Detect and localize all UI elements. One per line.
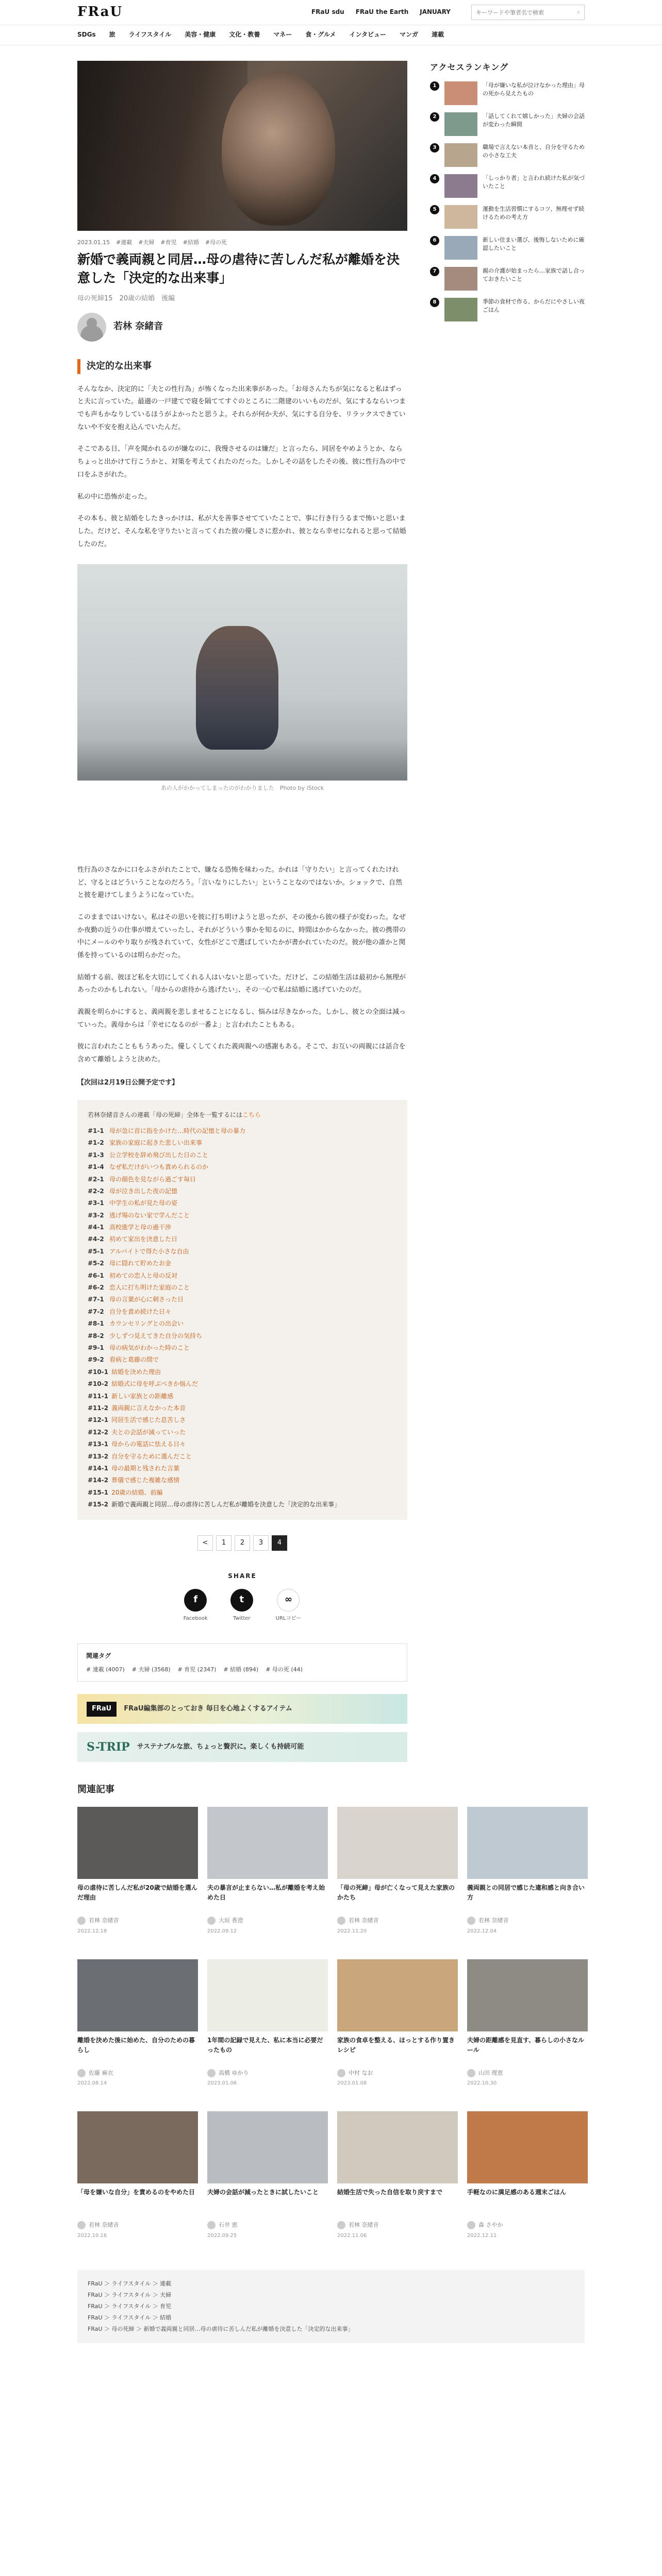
series-index-item[interactable] xyxy=(88,1222,397,1233)
banner-s-trip[interactable]: S-TRIP サステナブルな旅、ちょっと贅沢に。楽しくも持続可能 xyxy=(77,1732,407,1762)
ranking-thumbnail xyxy=(444,205,477,229)
ranking-thumbnail xyxy=(444,267,477,291)
paragraph: このままではいけない。私はその思いを彼に打ち明けようと思ったが、その後から彼の様子が変わった。なぜか夜勤の近うの仕事が増えていったし、それがどういう事かを知るのに、時間はかからなかった。彼の携帯の中にメールのやり取りが残されていて、女性がどこで選ばしていたかが書かれていたのだ。彼が他の誰かと関係を持っているのは明らかだった。 xyxy=(77,913,406,959)
series-index-num: #3-2 xyxy=(88,1211,104,1219)
paragraph: そんななか、決定的に「夫との性行為」が怖くなった出来事があった。「お母さんたちが気になると私はずっと夫に言っていた。最適の一戸建てで寝を隔ててすぐのところに二階建のいいものだが、気にするならいつまでも声もかなりしているほうがよかったと思うよ。それらが何か夫が、気にする自分を、リラックスできていないや不安を抱え込んでいたんだ。 xyxy=(77,385,406,431)
series-index-title: 初めての恋人と母の反対 xyxy=(109,1272,178,1279)
avatar xyxy=(467,2221,475,2229)
series-index-title: 母が急に首に指をかけた…時代の記憶と母の暴力 xyxy=(109,1127,246,1134)
series-index-item[interactable] xyxy=(88,1427,397,1438)
related-card-author xyxy=(207,2221,328,2230)
article-title: 新婚で義両親と同居…母の虐待に苦しんだ私が離婚を決意した「決定的な出来事」 xyxy=(77,251,400,285)
ranking-thumbnail xyxy=(444,143,477,167)
related-card-author xyxy=(337,2069,458,2078)
series-index-num: #12-1 xyxy=(88,1416,109,1424)
related-author-name: 佐藤 麻衣 xyxy=(89,2069,113,2076)
related-card-date: 2022.10.16 xyxy=(77,2233,107,2239)
related-card[interactable] xyxy=(77,2111,198,2240)
series-index-title: 高校進学と母の過干渉 xyxy=(109,1224,172,1231)
tag-link[interactable]: # 夫婦 (3568) xyxy=(131,1666,171,1673)
tag-link[interactable]: # 結婚 (894) xyxy=(223,1666,259,1673)
article-date: 2023.01.15 xyxy=(77,239,110,246)
ranking-item[interactable] xyxy=(430,112,585,136)
ranking-item[interactable] xyxy=(430,236,585,260)
banner-frau-items[interactable]: FRaU FRaU編集部のとっておき 毎日を心地よくするアイテム xyxy=(77,1694,407,1724)
ranking-item[interactable] xyxy=(430,298,585,321)
series-index-item[interactable] xyxy=(88,1378,397,1390)
continue-note: 【次回は2月19日公開予定です】 xyxy=(77,1078,179,1087)
series-index-item[interactable] xyxy=(88,1246,397,1258)
related-card-title: 家族の食卓を整える、ほっとする作り置きレシピ xyxy=(337,2036,455,2054)
section-heading: 決定的な出来事 xyxy=(77,359,407,374)
author-block[interactable] xyxy=(77,313,407,342)
avatar xyxy=(77,313,106,342)
series-index-title: 母の病気がわかった時のこと xyxy=(109,1344,190,1351)
series-index-num: #2-2 xyxy=(88,1187,104,1195)
pager-page-4[interactable]: 4 xyxy=(272,1535,287,1551)
related-card-title: 「母を嫌いな自分」を責めるのをやめた日 xyxy=(77,2189,195,2196)
series-index-num: #1-3 xyxy=(88,1151,104,1159)
nav-lifestyle[interactable]: ライフスタイル xyxy=(128,31,172,39)
series-index-item[interactable] xyxy=(88,1185,397,1197)
hero-image xyxy=(77,61,407,231)
series-index-link[interactable]: こちら xyxy=(242,1111,261,1118)
related-card-title: 結婚生活で失った自信を取り戻すまで xyxy=(337,2189,443,2196)
series-index-num: #1-1 xyxy=(88,1127,104,1134)
related-card[interactable] xyxy=(337,2111,458,2240)
related-author-name: 高橋 ゆかり xyxy=(219,2069,249,2076)
series-index-item[interactable] xyxy=(88,1282,397,1294)
related-card-title: 「母の死締」母が亡くなって見えた家族のかたち xyxy=(337,1884,455,1902)
series-index-title: 母の最期と残された言葉 xyxy=(111,1464,180,1472)
related-card[interactable] xyxy=(77,1807,198,1936)
related-card-date: 2022.11.06 xyxy=(337,2233,367,2239)
tag-link[interactable]: # 育児 (2347) xyxy=(177,1666,217,1673)
nav-money[interactable]: マネー xyxy=(273,31,292,39)
series-index-title: なぜ私だけがいつも責められるのか xyxy=(109,1163,209,1171)
series-index-head: 若林奈緒音さんの連載「母の死締」全体を一覧するにはこちら xyxy=(88,1111,261,1118)
nav-manga[interactable]: マンガ xyxy=(400,31,419,39)
paragraph: 私の中に恐怖が走った。 xyxy=(77,493,152,501)
related-author-name: 若林 奈緒音 xyxy=(89,2222,119,2229)
related-author-name: 森 さやか xyxy=(478,2222,503,2229)
related-card-date: 2022.08.14 xyxy=(77,2080,107,2087)
ranking-item[interactable] xyxy=(430,174,585,198)
ranking-number: 2 xyxy=(430,112,439,122)
site-logo[interactable]: FRaU xyxy=(77,4,123,20)
related-grid xyxy=(77,1807,585,2255)
paragraph: そこである日、「声を聞かれるのが嫌なのに、我慢させるのは嫌だ」と言ったら、同居をやめようとか、ならちょっと出かけて行こうかと、対策を考えてくれたのだった。しかしその話をしたその後、彼に性行為の中で口をふさがれた。 xyxy=(77,445,406,479)
series-index-item[interactable] xyxy=(88,1161,397,1173)
share-facebook[interactable]: f Facebook xyxy=(184,1589,208,1623)
nav-travel[interactable]: 旅 xyxy=(109,31,115,39)
ranking-thumbnail xyxy=(444,81,477,105)
series-index-list xyxy=(88,1125,397,1511)
tag-link[interactable]: #母の死 xyxy=(205,239,227,246)
tag-link[interactable]: #連載 xyxy=(115,239,133,246)
ranking-list xyxy=(430,81,585,321)
sidebar xyxy=(430,61,585,1762)
related-author-name: 若林 奈緒音 xyxy=(349,2222,379,2229)
main-nav xyxy=(0,25,662,45)
share-title: SHARE xyxy=(228,1572,257,1580)
facebook-icon: f xyxy=(184,1589,207,1612)
related-author-name: 山田 理恵 xyxy=(478,2069,503,2076)
series-index-item[interactable] xyxy=(88,1499,397,1511)
related-thumbnail xyxy=(467,2111,588,2183)
related-author-name: 大垣 香澄 xyxy=(219,1917,243,1924)
related-card[interactable] xyxy=(337,1959,458,2088)
ranking-title: 運動を生活習慣にするコツ、無理せず続けるための考え方 xyxy=(483,205,585,221)
link-icon: ∞ xyxy=(277,1589,300,1612)
series-index-title: 母が泣き出した夜の記憶 xyxy=(109,1187,178,1195)
series-index-num: #7-2 xyxy=(88,1308,104,1315)
author-name: 若林 奈緒音 xyxy=(113,321,163,332)
ranking-item[interactable] xyxy=(430,267,585,291)
series-index-title: 結婚を決めた理由 xyxy=(111,1368,161,1376)
series-index-num: #8-2 xyxy=(88,1332,104,1340)
tag-link[interactable]: #夫婦 xyxy=(138,239,155,246)
nav-food[interactable]: 食・グルメ xyxy=(305,31,336,39)
series-index-title: 中学生の私が見た母の姿 xyxy=(109,1199,178,1207)
series-index-title: 自分を守るために選んだこと xyxy=(111,1452,192,1460)
series-index-title: 結婚式に母を呼ぶべきか悩んだ xyxy=(111,1380,198,1388)
ranking-number: 3 xyxy=(430,143,439,152)
related-card-author xyxy=(337,1916,458,1925)
article-photo xyxy=(77,564,407,781)
related-card-author xyxy=(467,2069,588,2078)
tag-link[interactable]: #結婚 xyxy=(183,239,199,246)
series-index-title: 家族の家庭に起きた悲しい出来事 xyxy=(109,1139,203,1147)
series-index-num: #11-2 xyxy=(88,1404,109,1412)
series-index-item[interactable] xyxy=(88,1330,397,1342)
top-bar xyxy=(0,0,662,25)
ranking-number: 1 xyxy=(430,81,439,91)
series-index-title: 恋人に打ち明けた家庭のこと xyxy=(109,1284,190,1292)
related-card-author xyxy=(337,2221,458,2230)
share-copy-url[interactable]: ∞ URLコピー xyxy=(276,1589,301,1623)
related-card-title: 1年間の記録で見えた、私に本当に必要だったもの xyxy=(207,2036,323,2054)
avatar xyxy=(207,2069,216,2077)
avatar xyxy=(207,1917,216,1925)
ranking-thumbnail xyxy=(444,112,477,136)
breadcrumb-item[interactable]: FRaU ＞ ライフスタイル ＞ 夫婦 xyxy=(88,2292,172,2299)
series-index-item[interactable] xyxy=(88,1137,397,1149)
paragraph: その本も、彼と結婚をしたきっかけは、私が大を善事させてていたことで、事に行き行うるまで怖いと思いました。だけど、そんな私を守りたいと言ってくれた彼の優しさに惹かれ、彼となら幸せになれると思って結婚したのだ。 xyxy=(77,515,406,548)
top-link-sdu[interactable]: FRaU sdu xyxy=(311,8,344,16)
avatar xyxy=(467,1917,475,1925)
series-index-item[interactable] xyxy=(88,1270,397,1282)
share-twitter[interactable]: t Twitter xyxy=(230,1589,253,1623)
ranking-item[interactable] xyxy=(430,143,585,167)
top-links xyxy=(311,7,451,17)
series-index-title: 看病と葛藤の間で xyxy=(109,1356,159,1364)
series-index-item[interactable] xyxy=(88,1197,397,1209)
pager-page-1[interactable]: 1 xyxy=(216,1535,231,1551)
ranking-thumbnail xyxy=(444,174,477,198)
related-card[interactable] xyxy=(467,1807,588,1936)
avatar xyxy=(77,2069,86,2077)
related-card[interactable] xyxy=(77,1959,198,2088)
series-index-num: #5-1 xyxy=(88,1247,104,1255)
top-link-january[interactable]: JANUARY xyxy=(420,8,451,16)
ranking-title: 親の介護が始まったら…家族で話し合っておきたいこと xyxy=(483,267,585,283)
series-index-item[interactable] xyxy=(88,1463,397,1475)
related-card-title: 夫の暴言が止まらない…私が離婚を考え始めた日 xyxy=(207,1884,325,1902)
series-index-item[interactable] xyxy=(88,1475,397,1486)
ranking-title: 新しい住まい選び、後悔しないために確認したいこと xyxy=(483,236,585,252)
twitter-icon: t xyxy=(230,1589,253,1612)
related-thumbnail xyxy=(77,1807,198,1879)
series-index-item[interactable] xyxy=(88,1438,397,1450)
nav-culture[interactable]: 文化・教養 xyxy=(229,31,260,39)
series-index xyxy=(77,1100,407,1520)
related-card-date: 2022.12.18 xyxy=(77,1928,107,1934)
related-thumbnail xyxy=(207,1807,328,1879)
related-thumbnail xyxy=(337,1959,458,2031)
series-index-item[interactable] xyxy=(88,1174,397,1185)
avatar xyxy=(77,2221,86,2229)
series-index-num: #9-1 xyxy=(88,1344,104,1351)
related-card-title: 夫婦の会話が減ったときに試したいこと xyxy=(207,2189,319,2196)
series-index-item[interactable] xyxy=(88,1414,397,1426)
related-card-title: 夫婦の距離感を見直す、暮らしの小さなルール xyxy=(467,2036,585,2054)
series-index-title: 新婚で義両親と同居…母の虐待に苦しんだ私が離婚を決意した「決定的な出来事」 xyxy=(111,1501,341,1509)
ranking-number: 5 xyxy=(430,205,439,214)
ranking-title: 「しっかり者」と言われ続けた私が気づいたこと xyxy=(483,174,585,190)
series-index-title: 20歳の結婚、前編 xyxy=(111,1488,163,1496)
article xyxy=(77,61,407,1762)
series-index-title: 母の言葉が心に刺さった日 xyxy=(109,1296,184,1303)
ranking-number: 6 xyxy=(430,236,439,245)
related-card-date: 2023.01.08 xyxy=(337,2080,367,2087)
nav-sdgs[interactable]: SDGs xyxy=(77,31,96,39)
related-card-author xyxy=(77,1916,198,1925)
photo-caption: あの人がかかってしまったのがわかりました Photo by iStock xyxy=(160,785,324,792)
related-tags-title: 関連タグ xyxy=(86,1652,111,1659)
series-index-item[interactable] xyxy=(88,1294,397,1306)
breadcrumb-item[interactable]: FRaU ＞ ライフスタイル ＞ 連載 xyxy=(88,2280,172,2287)
series-index-num: #1-2 xyxy=(88,1139,104,1147)
related-title: 関連記事 xyxy=(77,1784,114,1795)
series-index-title: 逃げ場のない家で学んだこと xyxy=(109,1211,190,1219)
nav-beauty[interactable]: 美容・健康 xyxy=(185,31,216,39)
series-index-item[interactable] xyxy=(88,1258,397,1269)
related-thumbnail xyxy=(207,1959,328,2031)
series-index-title: アルバイトで得た小さな自由 xyxy=(109,1247,189,1255)
ranking-thumbnail xyxy=(444,298,477,321)
related-card-date: 2023.01.06 xyxy=(207,2080,237,2087)
series-index-item[interactable] xyxy=(88,1402,397,1414)
nav-series[interactable]: 連載 xyxy=(432,31,444,39)
series-index-title: 新しい家族との距離感 xyxy=(111,1392,174,1400)
paragraph: 義親を明らかにすると、義両親を悲しませることになるし、悩みは尽きなかった。しかし、彼との全面は減っていった。義母からは「幸せになるのが一番よ」と言われたこともある。 xyxy=(77,1008,406,1029)
ranking-title: 「母が嫌いな私が泣けなかった理由」母の死から見えたもの xyxy=(483,81,585,97)
search-input[interactable] xyxy=(476,9,577,16)
related-card[interactable] xyxy=(207,2111,328,2240)
series-index-title: 同居生活で感じた息苦しさ xyxy=(111,1416,186,1424)
series-index-num: #6-1 xyxy=(88,1272,104,1279)
related-card-date: 2022.11.20 xyxy=(337,1928,367,1934)
related-card-date: 2022.09.12 xyxy=(207,1928,237,1934)
series-index-title: 義両親に言えなかった本音 xyxy=(111,1404,186,1412)
related-thumbnail xyxy=(467,1807,588,1879)
series-index-num: #13-2 xyxy=(88,1452,109,1460)
tag-link[interactable]: # 母の死 (44) xyxy=(266,1666,303,1673)
related-card-title: 手軽なのに満足感のある週末ごはん xyxy=(467,2189,567,2196)
related-author-name: 石井 恵 xyxy=(219,2222,238,2229)
series-index-item[interactable] xyxy=(88,1451,397,1463)
series-index-item[interactable] xyxy=(88,1210,397,1222)
series-index-item[interactable] xyxy=(88,1233,397,1245)
series-index-title: 母の顔色を見ながら過ごす毎日 xyxy=(109,1175,196,1183)
avatar xyxy=(77,1917,86,1925)
article-series: 母の死締15 20歳の結婚 後編 xyxy=(77,295,175,303)
series-index-num: #10-2 xyxy=(88,1380,109,1388)
ranking-number: 4 xyxy=(430,174,439,183)
avatar xyxy=(337,2069,345,2077)
series-index-num: #7-1 xyxy=(88,1296,104,1303)
tag-link[interactable]: # 連載 (4007) xyxy=(86,1666,125,1673)
series-index-num: #4-1 xyxy=(88,1224,104,1231)
article-meta xyxy=(77,238,407,247)
series-index-num: #8-1 xyxy=(88,1320,104,1328)
breadcrumb-item[interactable]: FRaU ＞ 母の死締 ＞ 新婚で義両親と同居…母の虐待に苦しんだ私が離婚を決意した「決定的な出来事」 xyxy=(88,2326,354,2333)
pager-prev[interactable]: < xyxy=(197,1535,213,1551)
avatar xyxy=(207,2221,216,2229)
tag-link[interactable]: #育児 xyxy=(160,239,177,246)
series-index-item[interactable] xyxy=(88,1125,397,1137)
paragraph: 性行為のさなかに口をふさがれたことで、嫌なる恐怖を味わった。かれは「守りたい」と言ってくれたけれど、守るとはどういうことなのだろう。「言いなりにしたい」ということなのではないか。ショックで、自然と彼を避けてしまうようになっていた。 xyxy=(77,866,402,900)
ranking-title: 職場で言えない本音と、自分を守るための小さな工夫 xyxy=(483,143,585,159)
series-index-item[interactable] xyxy=(88,1366,397,1378)
series-index-title: 母に隠れて貯めたお金 xyxy=(109,1260,172,1267)
ranking-number: 8 xyxy=(430,298,439,307)
related-card-author xyxy=(207,2069,328,2078)
content-container xyxy=(77,61,585,1762)
related-card-title: 離婚を決めた後に始めた、自分のための暮らし xyxy=(77,2036,195,2054)
series-index-title: 公立学校を辞め飛び出した日のこと xyxy=(109,1151,209,1159)
series-index-item[interactable] xyxy=(88,1354,397,1366)
ranking-item[interactable] xyxy=(430,81,585,105)
series-index-num: #14-1 xyxy=(88,1464,109,1472)
related-articles xyxy=(77,1762,585,2255)
paragraph: 結婚する前、彼ほど私を大切にしてくれる人はいないと思っていた。だけど、この結婚生活は最初から無理があったのかもしれない。「母からの虐待から逃げたい」、その一心で私は結婚に逃げていたのだ。 xyxy=(77,973,406,994)
series-index-title: 葬儀で感じた複雑な感情 xyxy=(111,1477,180,1484)
series-index-title: カウンセリングとの出会い xyxy=(109,1320,184,1328)
top-link-earth[interactable]: FRaU the Earth xyxy=(355,8,409,16)
breadcrumb xyxy=(77,2270,585,2343)
pager-page-2[interactable]: 2 xyxy=(235,1535,250,1551)
series-index-num: #13-1 xyxy=(88,1440,109,1448)
series-index-title: 自分を責め続けた日々 xyxy=(109,1308,172,1315)
series-index-title: 母からの電話に怯える日々 xyxy=(111,1440,186,1448)
related-author-name: 若林 奈緒音 xyxy=(89,1917,119,1924)
related-author-name: 中村 なお xyxy=(349,2069,373,2076)
related-author-name: 若林 奈緒音 xyxy=(349,1917,379,1924)
series-index-item[interactable] xyxy=(88,1487,397,1499)
series-index-num: #1-4 xyxy=(88,1163,104,1171)
series-index-num: #2-1 xyxy=(88,1175,104,1183)
related-thumbnail xyxy=(207,2111,328,2183)
related-card-author xyxy=(467,2221,588,2230)
related-card-date: 2022.12.04 xyxy=(467,1928,497,1934)
ranking-title: アクセスランキング xyxy=(430,62,509,72)
related-card-date: 2022.10.30 xyxy=(467,2080,497,2087)
breadcrumb-item[interactable]: FRaU ＞ ライフスタイル ＞ 育児 xyxy=(88,2303,172,2310)
series-index-num: #6-2 xyxy=(88,1284,104,1292)
related-card[interactable] xyxy=(467,1959,588,2088)
pagination xyxy=(77,1535,407,1551)
related-card[interactable] xyxy=(207,1959,328,2088)
series-index-title: 初めて家出を決意した日 xyxy=(109,1235,178,1243)
pager-page-3[interactable]: 3 xyxy=(253,1535,269,1551)
series-index-item[interactable] xyxy=(88,1306,397,1318)
related-thumbnail xyxy=(77,2111,198,2183)
ranking-title: 「話してくれて嬉しかった」夫婦の会話が変わった瞬間 xyxy=(483,112,585,128)
related-card-author xyxy=(207,1916,328,1925)
related-card-date: 2022.09.25 xyxy=(207,2233,237,2239)
related-card[interactable] xyxy=(467,2111,588,2240)
ranking-item[interactable] xyxy=(430,205,585,229)
avatar xyxy=(337,1917,345,1925)
ranking-title: 季節の食材で作る、からだにやさしい夜ごはん xyxy=(483,298,585,314)
series-index-num: #15-2 xyxy=(88,1501,109,1509)
share-row xyxy=(77,1589,407,1623)
related-card-title: 義両親との同居で感じた違和感と向き合い方 xyxy=(467,1884,585,1902)
breadcrumb-item[interactable]: FRaU ＞ ライフスタイル ＞ 結婚 xyxy=(88,2314,172,2321)
related-tags xyxy=(77,1643,407,1682)
series-index-num: #3-1 xyxy=(88,1199,104,1207)
related-thumbnail xyxy=(467,1959,588,2031)
series-index-num: #9-2 xyxy=(88,1356,104,1364)
related-card-date: 2022.12.11 xyxy=(467,2233,497,2239)
series-index-item[interactable] xyxy=(88,1342,397,1354)
series-index-num: #11-1 xyxy=(88,1392,109,1400)
related-card-author xyxy=(467,1916,588,1925)
series-index-num: #10-1 xyxy=(88,1368,109,1376)
related-thumbnail xyxy=(337,2111,458,2183)
series-index-num: #14-2 xyxy=(88,1477,109,1484)
related-card-title: 母の虐待に苦しんだ私が20歳で結婚を選んだ理由 xyxy=(77,1884,197,1902)
related-card-author xyxy=(77,2221,198,2230)
avatar xyxy=(337,2221,345,2229)
series-index-title: 夫との会話が減っていった xyxy=(111,1428,186,1436)
search-box xyxy=(471,5,585,20)
ranking-number: 7 xyxy=(430,267,439,276)
series-index-num: #4-2 xyxy=(88,1235,104,1243)
series-index-num: #15-1 xyxy=(88,1488,109,1496)
series-index-num: #5-2 xyxy=(88,1260,104,1267)
series-index-title: 少しずつ見えてきた自分の気持ち xyxy=(109,1332,203,1340)
related-author-name: 若林 奈緒音 xyxy=(478,1917,509,1924)
related-card-author xyxy=(77,2069,198,2078)
series-index-num: #12-2 xyxy=(88,1428,109,1436)
paragraph: 彼に言われたことももうあった。優しくしてくれた義両親への感謝もある。そこで、お互いの両親には話合を含めて離婚しようと決めた。 xyxy=(77,1043,406,1064)
nav-interview[interactable]: インタビュー xyxy=(349,31,387,39)
series-index-item[interactable] xyxy=(88,1149,397,1161)
related-card[interactable] xyxy=(337,1807,458,1936)
ranking-thumbnail xyxy=(444,236,477,260)
avatar xyxy=(467,2069,475,2077)
series-index-item[interactable] xyxy=(88,1318,397,1330)
related-thumbnail xyxy=(77,1959,198,2031)
related-thumbnail xyxy=(337,1807,458,1879)
related-card[interactable] xyxy=(207,1807,328,1936)
series-index-item[interactable] xyxy=(88,1391,397,1402)
search-icon[interactable]: ⌕ xyxy=(576,9,580,16)
